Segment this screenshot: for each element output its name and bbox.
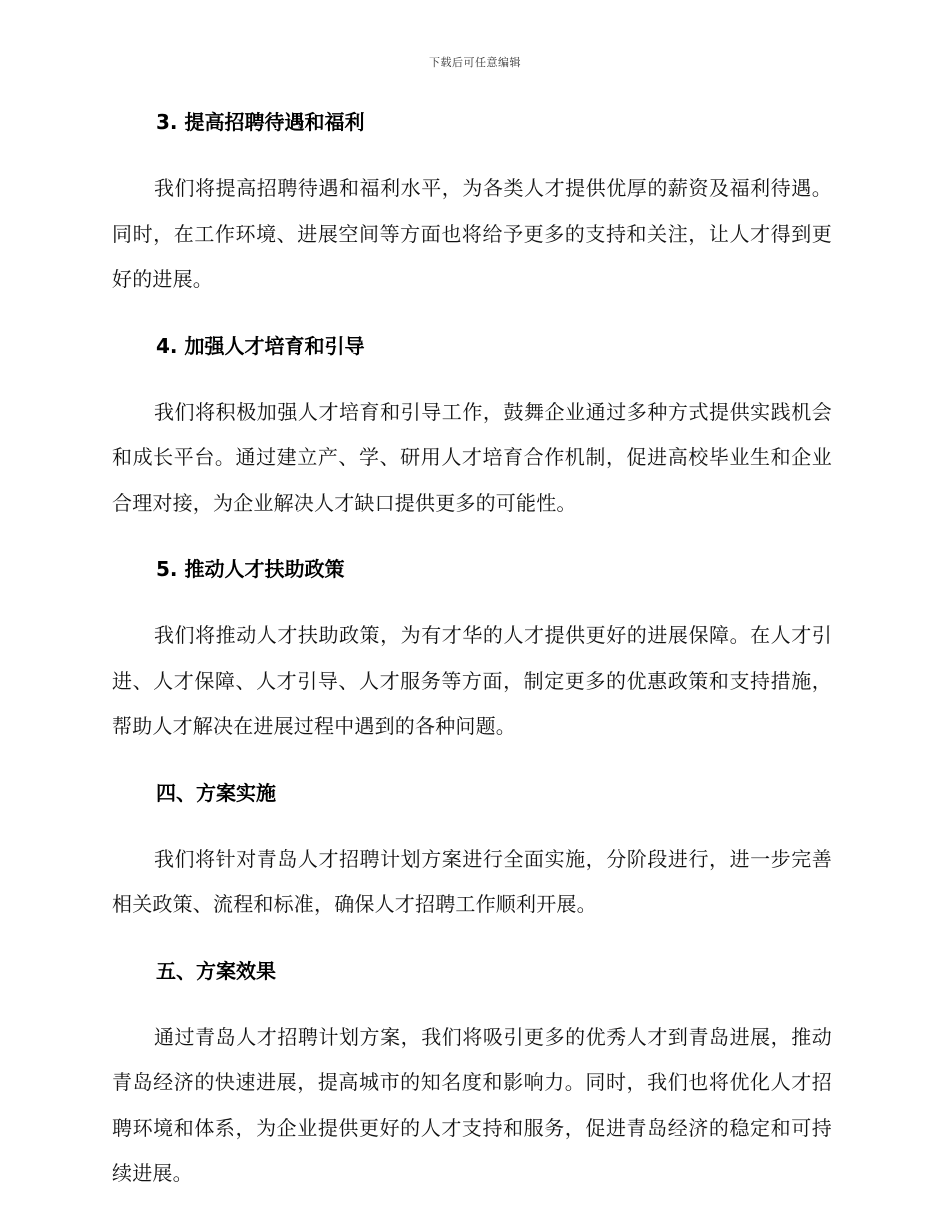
section-heading-4: 4. 加强人才培育和引导 xyxy=(156,333,365,358)
section-paragraph-3: 我们将提高招聘待遇和福利水平，为各类人才提供优厚的薪资及福利待遇。同时，在工作环境、进展空间等方面也将给予更多的支持和关注，让人才得到更好的进展。 xyxy=(112,176,832,291)
section-paragraph-4: 我们将积极加强人才培育和引导工作，鼓舞企业通过多种方式提供实践机会和成长平台。通过建立产、学、研用人才培育合作机制，促进高校毕业生和企业合理对接，为企业解决人才缺口提供更多的可能性。 xyxy=(112,399,832,515)
document-body xyxy=(112,108,832,1226)
section-heading-5: 5. 推动人才扶助政策 xyxy=(156,557,345,581)
section-heading-3: 3. 提高招聘待遇和福利 xyxy=(156,110,365,134)
section-heading-effect: 五、方案效果 xyxy=(156,958,276,983)
section-heading-implementation: 四、方案实施 xyxy=(156,780,276,805)
running-header: 下载后可任意编辑 xyxy=(429,56,521,69)
section-paragraph-effect: 通过青岛人才招聘计划方案，我们将吸引更多的优秀人才到青岛进展，推动青岛经济的快速进展，提高城市的知名度和影响力。同时，我们也将优化人才招聘环境和体系，为企业提供更好的人才支持和服务，促进青岛经济的稳定和可持续进展。 xyxy=(112,1024,832,1185)
section-paragraph-implementation: 我们将针对青岛人才招聘计划方案进行全面实施，分阶段进行，进一步完善相关政策、流程和标准，确保人才招聘工作顺利开展。 xyxy=(112,846,832,916)
section-paragraph-5: 我们将推动人才扶助政策，为有才华的人才提供更好的进展保障。在人才引进、人才保障、人才引导、人才服务等方面，制定更多的优惠政策和支持措施，帮助人才解决在进展过程中遇到的各种问题。 xyxy=(112,623,832,738)
